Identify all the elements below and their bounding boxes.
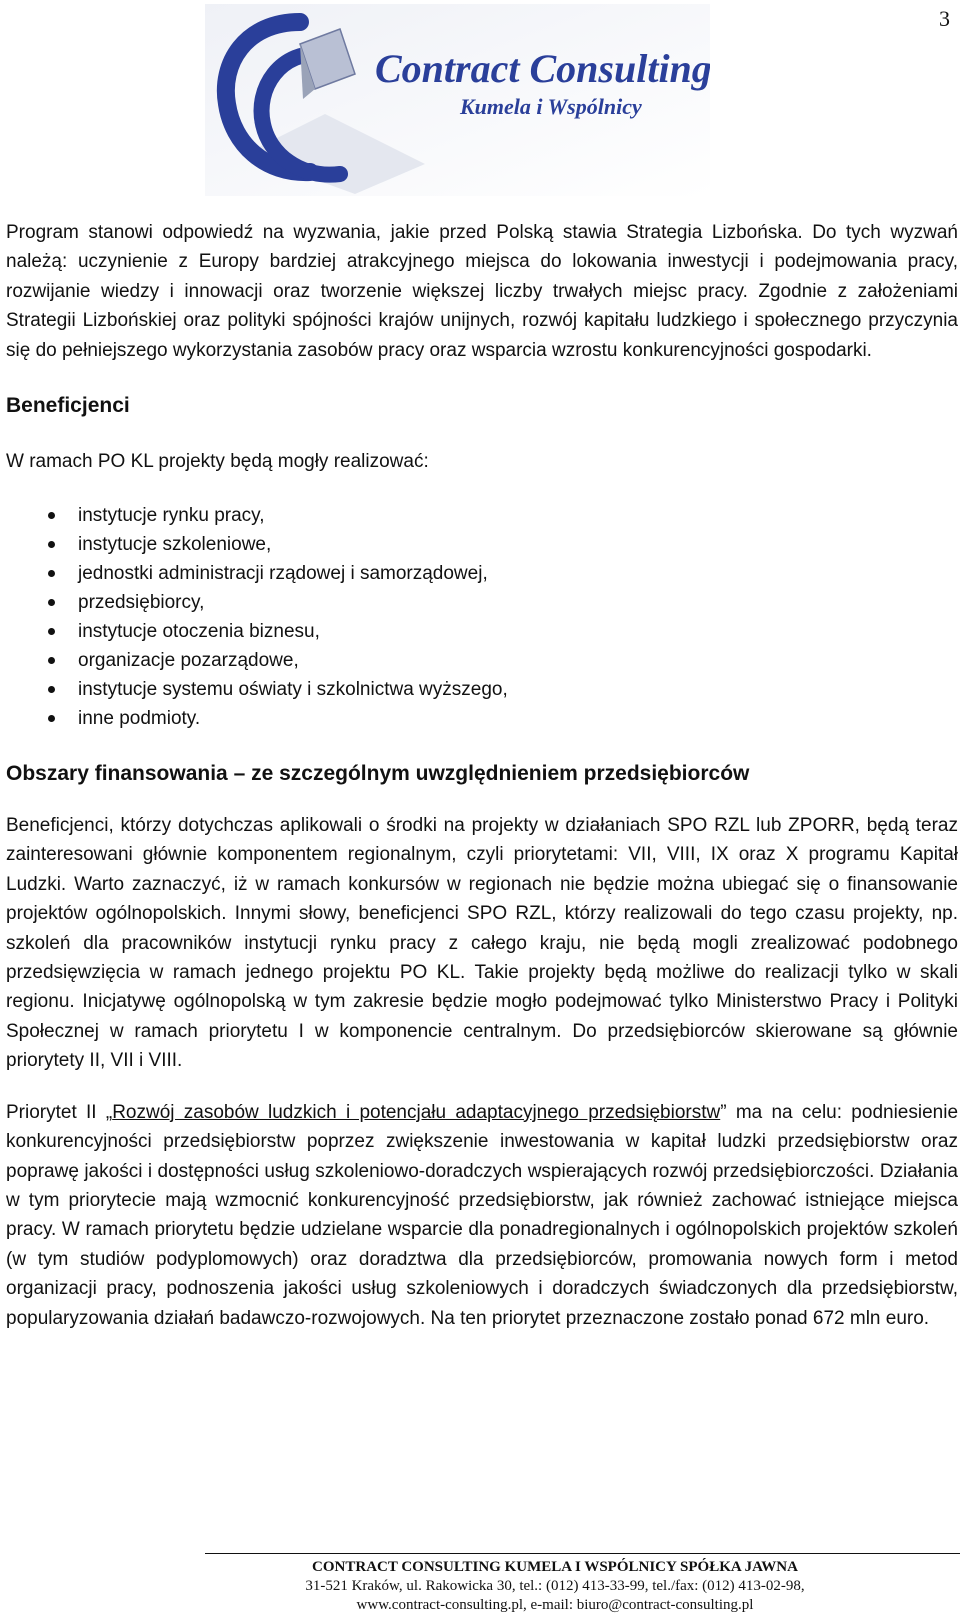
list-item: jednostki administracji rządowej i samorządowej, xyxy=(6,559,958,588)
list-item: przedsiębiorcy, xyxy=(6,588,958,617)
footer-contact: www.contract-consulting.pl, e-mail: biuro@contract-consulting.pl xyxy=(356,1597,754,1613)
financing-paragraph-1: Beneficjenci, którzy dotychczas aplikowali o środki na projekty w działaniach SPO RZL lub ZPORR, będą teraz zainteresowani głównie komponentem regionalnym, czyli priorytetami: VII, VIII, IX oraz X programu Kapitał Ludzki. Warto zaznaczyć, iż w ramach konkursów w regionach nie będzie można ubiegać się o finansowanie projektów ogólnopolskich. Innymi słowy, beneficjenci SPO RZL, którzy realizowali do tego czasu projekty, np. szkoleń dla pracowników instytucji rynku pracy z całego kraju, nie będą mogli zrealizować podobnego przedsięwzięcia w ramach jednego projektu PO KL. Takie projekty będą możliwe do realizacji tylko w skali regionu. Inicjatywę ogólnopolską w tym zakresie będzie mogło podejmować tylko Ministerstwo Pracy i Polityki Społecznej w ramach priorytetu I w komponencie centralnym. Do przedsiębiorców skierowane są głównie priorytety II, VII i VIII. xyxy=(6,815,958,1072)
beneficiaries-list xyxy=(6,501,958,733)
footer-company-name: CONTRACT CONSULTING KUMELA I WSPÓLNICY SPÓŁKA JAWNA xyxy=(312,1559,798,1575)
intro-paragraph: Program stanowi odpowiedź na wyzwania, jakie przed Polską stawia Strategia Lizbońska. Do tych wyzwań należą: uczynienie z Europy bardziej atrakcyjnego miejsca do lokowania inwestycji i podejmowania pracy, rozwijanie wiedzy i innowacji oraz tworzenie większej liczby trwałych miejsc pracy. Zgodnie z założeniami Strategii Lizbońskiej oraz polityki spójności krajów unijnych, rozwój kapitału ludzkiego i społecznego przyczynia się do pełniejszego wykorzystania zasobów pracy oraz wsparcia wzrostu konkurencyjności gospodarki. xyxy=(6,222,958,361)
company-logo xyxy=(205,4,710,196)
beneficiaries-lead: W ramach PO KL projekty będą mogły realizować: xyxy=(6,451,429,473)
beneficiaries-heading: Beneficjenci xyxy=(6,394,130,418)
page-number: 3 xyxy=(939,6,950,31)
financing-heading: Obszary finansowania – ze szczególnym uwzględnieniem przedsiębiorców xyxy=(6,762,750,786)
logo-company-text: Contract Consulting xyxy=(375,46,710,91)
footer xyxy=(0,1553,960,1615)
document-body xyxy=(6,218,958,1333)
list-item: inne podmioty. xyxy=(6,704,958,733)
footer-address: 31-521 Kraków, ul. Rakowicka 30, tel.: (012) 413-33-99, tel./fax: (012) 413-02-98, xyxy=(305,1578,805,1594)
priority-prefix: Priorytet II „ xyxy=(6,1101,113,1123)
list-item: instytucje otoczenia biznesu, xyxy=(6,617,958,646)
priority-description: ” ma na celu: podniesienie konkurencyjności przedsiębiorstw poprzez zwiększenie inwestowania w kapitał ludzki przedsiębiorstw oraz poprawę jakości i dostępności usług szkoleniowo-doradczych wspierających rozwój przedsiębiorczości. Działania w tym priorytecie mają wzmocnić konkurencyjność przedsiębiorstw, jak również zachować istniejące miejsca pracy. W ramach priorytetu będzie udzielane wsparcie dla ponadregionalnych i ogólnopolskich projektów szkoleń (w tym studiów podyplomowych) oraz doradztwa dla przedsiębiorców, promowania nowych form i metod organizacji pracy, podnoszenia jakości usług szkoleniowych i doradczych świadczonych dla przedsiębiorstw, popularyzowania działań badawczo-rozwojowych. Na ten priorytet przeznaczone zostało ponad 672 mln euro. xyxy=(6,1101,959,1329)
priority-title: Rozwój zasobów ludzkich i potencjału adaptacyjnego przedsiębiorstw xyxy=(112,1101,721,1123)
list-item: instytucje systemu oświaty i szkolnictwa wyższego, xyxy=(6,675,958,704)
list-item: organizacje pozarządowe, xyxy=(6,646,958,675)
financing-paragraph-2 xyxy=(6,1098,958,1333)
list-item: instytucje rynku pracy, xyxy=(6,501,958,530)
contract-consulting-logo-graphic xyxy=(205,4,710,196)
logo-tagline-text: Kumela i Wspólnicy xyxy=(460,94,642,119)
list-item: instytucje szkoleniowe, xyxy=(6,530,958,559)
